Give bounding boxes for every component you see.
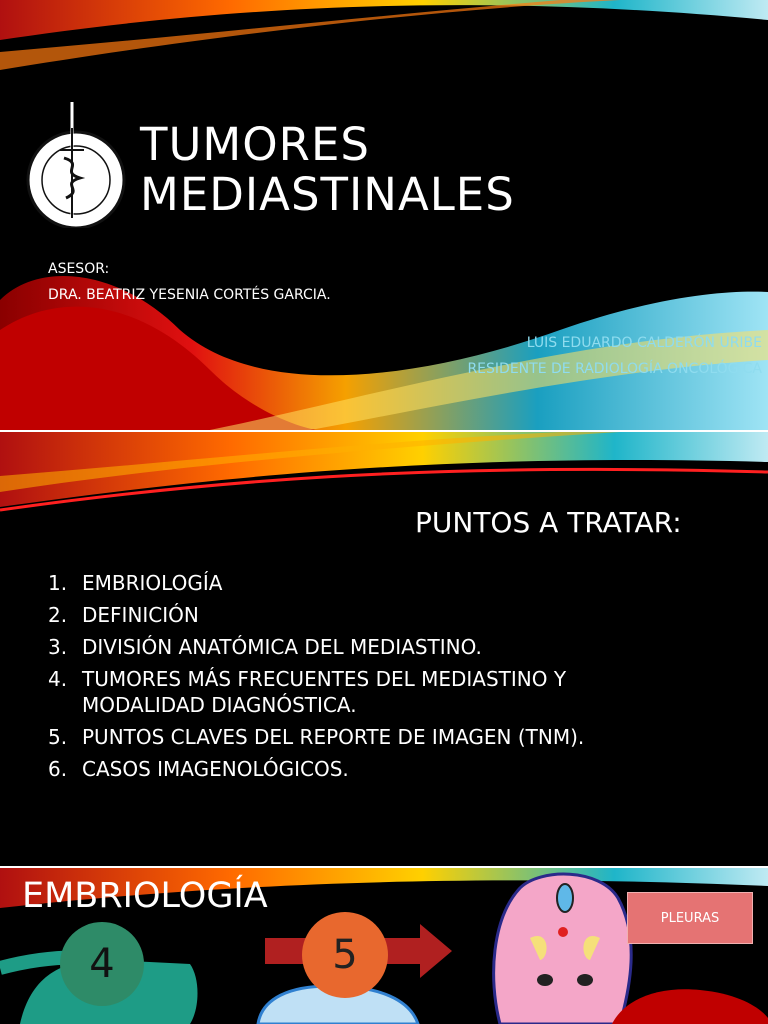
- advisor-name: DRA. BEATRIZ YESENIA CORTÉS GARCIA.: [48, 287, 331, 303]
- item-number: 6.: [48, 757, 68, 781]
- item-number: 1.: [48, 571, 68, 595]
- list-item: [48, 570, 688, 596]
- list-item: [48, 666, 688, 718]
- presentation-title: [140, 120, 515, 220]
- item-text: CASOS IMAGENOLÓGICOS.: [82, 757, 349, 781]
- author-role: RESIDENTE DE RADIOLOGÍA ONCOLÓGICA: [467, 361, 762, 377]
- item-text: TUMORES MÁS FRECUENTES DEL MEDIASTINO Y MODALIDAD DIAGNÓSTICA.: [82, 667, 567, 717]
- advisor-label: ASESOR:: [48, 261, 110, 277]
- list-item: [48, 756, 688, 782]
- embryology-slide: [0, 868, 768, 1024]
- agenda-list: [48, 570, 688, 788]
- author-name: LUIS EDUARDO CALDERÓN URIBE: [526, 335, 762, 351]
- agenda-slide: [0, 432, 768, 868]
- week-5-circle: 5: [302, 912, 388, 998]
- pleuras-label-box: PLEURAS: [627, 892, 753, 944]
- item-text: EMBRIOLOGÍA: [82, 571, 223, 595]
- item-number: 2.: [48, 603, 68, 627]
- list-item: [48, 724, 688, 750]
- title-line-1: TUMORES: [140, 118, 370, 171]
- week-4-circle: 4: [60, 922, 144, 1006]
- item-text: DEFINICIÓN: [82, 603, 199, 627]
- advisor-block: [48, 256, 331, 308]
- item-number: 3.: [48, 635, 68, 659]
- item-number: 5.: [48, 725, 68, 749]
- list-item: [48, 634, 688, 660]
- embryology-title: EMBRIOLOGÍA: [22, 876, 268, 916]
- agenda-title: PUNTOS A TRATAR:: [415, 506, 682, 539]
- item-text: PUNTOS CLAVES DEL REPORTE DE IMAGEN (TNM).: [82, 725, 585, 749]
- title-line-2: MEDIASTINALES: [140, 168, 515, 221]
- list-item: [48, 602, 688, 628]
- author-block: [467, 330, 762, 382]
- item-number: 4.: [48, 667, 68, 691]
- item-text: DIVISIÓN ANATÓMICA DEL MEDIASTINO.: [82, 635, 482, 659]
- institution-logo: [24, 98, 128, 228]
- title-slide: [0, 0, 768, 432]
